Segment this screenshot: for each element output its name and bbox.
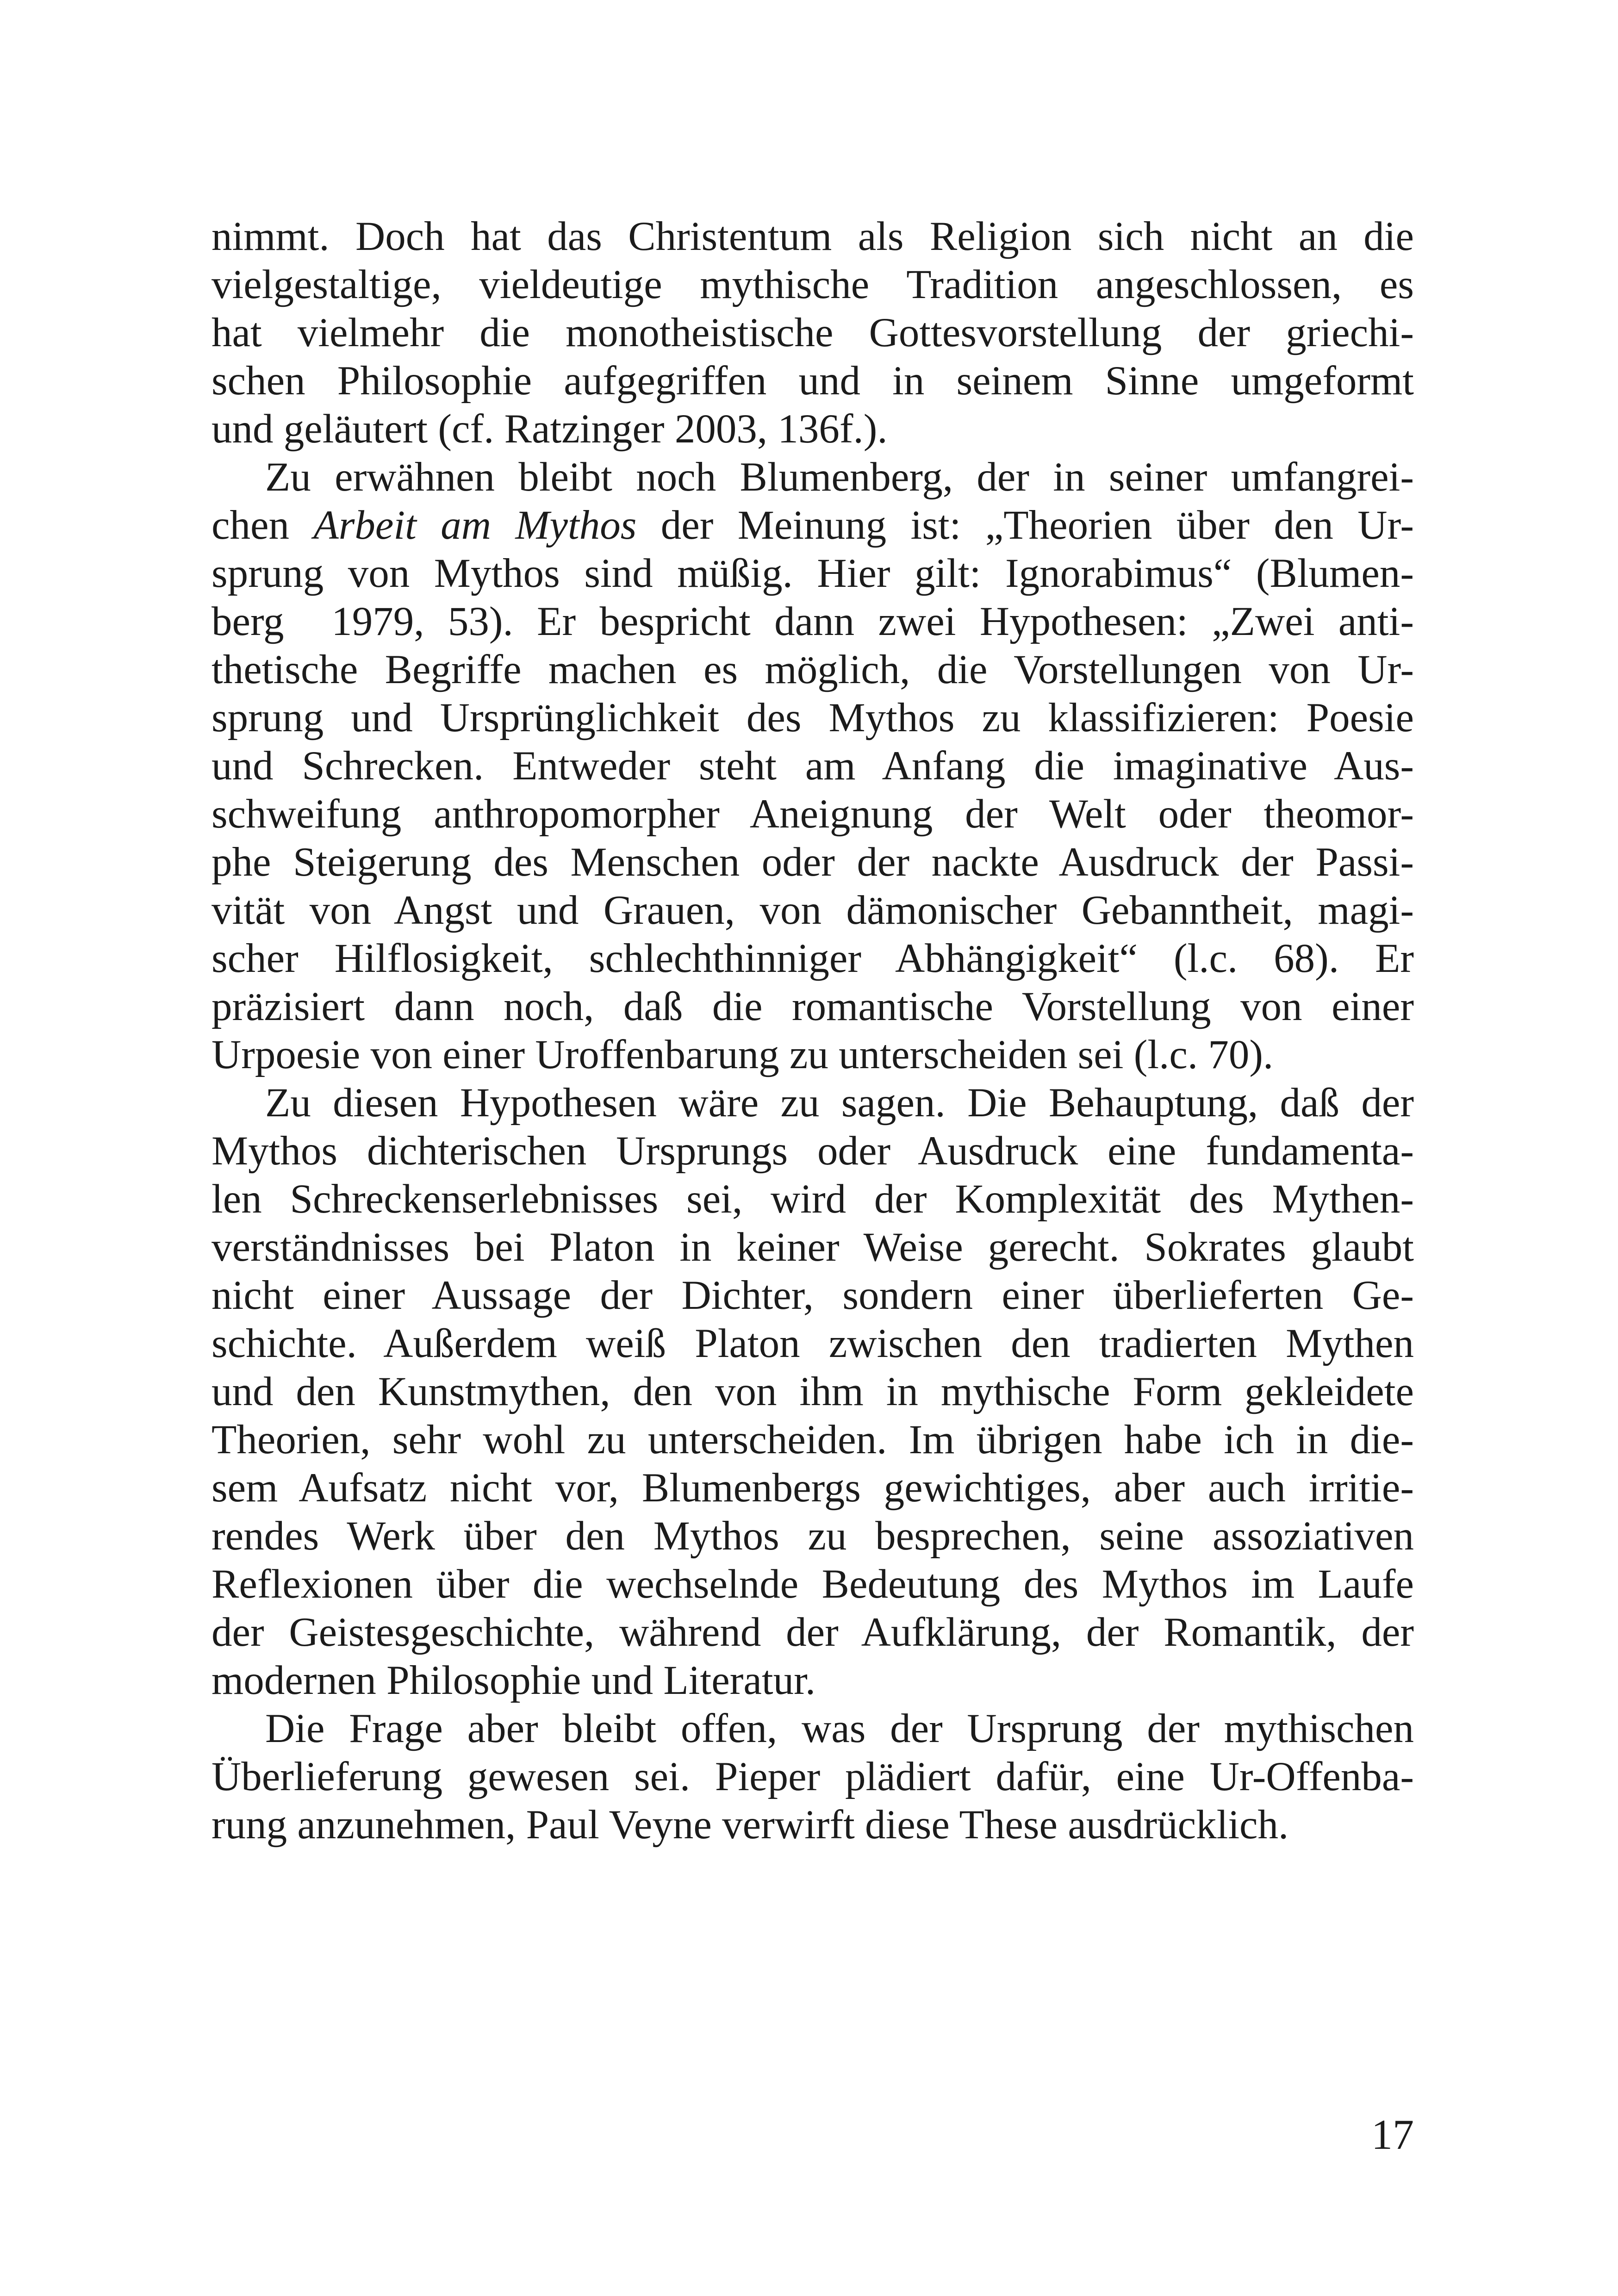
text-line (212, 1753, 1414, 1801)
text-segment: Zu erwähnen bleibt noch Blumenberg, der in seiner umfangrei- (265, 454, 1414, 500)
text-segment: Theorien, sehr wohl zu unterscheiden. Im übrigen habe ich in die- (212, 1417, 1414, 1462)
text-line (212, 934, 1414, 983)
text-line (212, 1223, 1414, 1271)
text-segment: schichte. Außerdem weiß Platon zwischen den tradierten Mythen (212, 1321, 1414, 1366)
text-line (212, 838, 1414, 886)
text-segment: Urpoesie von einer Uroffenbarung zu unterscheiden sei (l.c. 70). (212, 1032, 1274, 1077)
text-segment: thetische Begriffe machen es möglich, die Vorstellungen von Ur- (212, 647, 1414, 692)
text-line (212, 1608, 1414, 1656)
text-segment: Reflexionen über die wechselnde Bedeutung des Mythos im Laufe (212, 1562, 1414, 1607)
text-line (212, 309, 1414, 357)
text-line (212, 261, 1414, 309)
text-line (212, 694, 1414, 742)
text-segment: und Schrecken. Entweder steht am Anfang die imaginative Aus- (212, 743, 1414, 789)
text-segment: modernen Philosophie und Literatur. (212, 1658, 816, 1703)
text-segment: hat vielmehr die monotheistische Gottesvorstellung der griechi- (212, 310, 1414, 355)
text-segment: sprung von Mythos sind müßig. Hier gilt: Ignorabimus“ (Blumen- (212, 551, 1414, 596)
text-segment: Mythos dichterischen Ursprungs oder Ausdruck eine fundamenta- (212, 1128, 1414, 1174)
text-line (212, 1656, 1414, 1705)
text-line (212, 790, 1414, 838)
text-line (212, 1801, 1414, 1849)
text-segment: phe Steigerung des Menschen oder der nackte Ausdruck der Passi- (212, 840, 1414, 885)
text-line (212, 1560, 1414, 1608)
body-text (212, 212, 1414, 1849)
text-line (212, 886, 1414, 934)
text-segment: nimmt. Doch hat das Christentum als Religion sich nicht an die (212, 214, 1414, 259)
text-line (212, 983, 1414, 1031)
text-line (212, 1705, 1414, 1753)
text-line (212, 1319, 1414, 1368)
text-line (212, 1031, 1414, 1079)
text-line (212, 1512, 1414, 1560)
text-segment: und geläutert (cf. Ratzinger 2003, 136f.). (212, 406, 888, 452)
text-segment: nicht einer Aussage der Dichter, sondern einer überlieferten Ge- (212, 1273, 1414, 1318)
text-segment: schweifung anthropomorpher Aneignung der Welt oder theomor- (212, 791, 1414, 837)
text-segment: verständnisses bei Platon in keiner Weise gerecht. Sokrates glaubt (212, 1225, 1414, 1270)
text-segment: berg 1979, 53). Er bespricht dann zwei Hypothesen: „Zwei anti- (212, 599, 1414, 644)
text-segment: rendes Werk über den Mythos zu besprechen, seine assoziativen (212, 1513, 1414, 1559)
text-segment: der Geistesgeschichte, während der Aufklärung, der Romantik, der (212, 1610, 1414, 1655)
text-line (212, 1416, 1414, 1464)
text-line (212, 453, 1414, 501)
text-segment: schen Philosophie aufgegriffen und in seinem Sinne umgeformt (212, 358, 1414, 404)
text-segment: len Schreckenserlebnisses sei, wird der Komplexität des Mythen- (212, 1176, 1414, 1222)
text-segment: Die Frage aber bleibt offen, was der Ursprung der mythischen (265, 1706, 1414, 1751)
text-segment: der Meinung ist: „Theorien über den Ur- (636, 503, 1414, 548)
text-segment: vielgestaltige, vieldeutige mythische Tradition angeschlossen, es (212, 262, 1414, 307)
text-line (212, 1127, 1414, 1175)
italic-title: Arbeit am Mythos (313, 503, 637, 548)
text-line (212, 501, 1414, 549)
text-line (212, 597, 1414, 646)
text-line (212, 742, 1414, 790)
text-line (212, 405, 1414, 453)
text-line (212, 1271, 1414, 1319)
text-segment: vität von Angst und Grauen, von dämonischer Gebanntheit, magi- (212, 888, 1414, 933)
text-segment: chen (212, 503, 314, 548)
text-line (212, 549, 1414, 597)
text-segment: sem Aufsatz nicht vor, Blumenbergs gewichtiges, aber auch irritie- (212, 1465, 1414, 1511)
text-line (212, 357, 1414, 405)
text-line (212, 212, 1414, 261)
text-line (212, 646, 1414, 694)
text-segment: und den Kunstmythen, den von ihm in mythische Form gekleidete (212, 1369, 1414, 1414)
text-line (212, 1464, 1414, 1512)
text-segment: präzisiert dann noch, daß die romantische Vorstellung von einer (212, 984, 1414, 1029)
text-segment: scher Hilflosigkeit, schlechthinniger Abhängigkeit“ (l.c. 68). Er (212, 936, 1414, 981)
text-segment: sprung und Ursprünglichkeit des Mythos zu klassifizieren: Poesie (212, 695, 1414, 740)
text-line (212, 1175, 1414, 1223)
text-segment: rung anzunehmen, Paul Veyne verwirft diese These ausdrücklich. (212, 1802, 1289, 1848)
text-line (212, 1079, 1414, 1127)
page-number: 17 (1371, 2111, 1414, 2158)
text-line (212, 1368, 1414, 1416)
text-segment: Überlieferung gewesen sei. Pieper plädiert dafür, eine Ur-Offenba- (212, 1754, 1414, 1799)
text-segment: Zu diesen Hypothesen wäre zu sagen. Die Behauptung, daß der (265, 1080, 1414, 1126)
